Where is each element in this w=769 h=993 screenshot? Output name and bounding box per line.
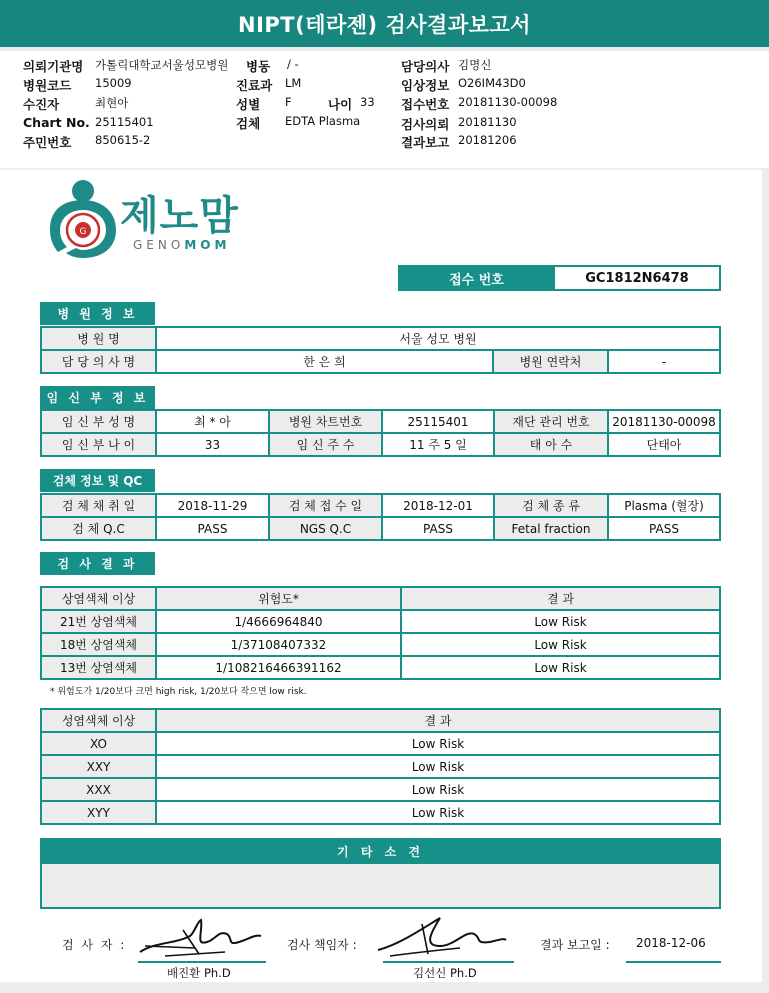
fetal-fraction-label: Fetal fraction <box>494 517 608 540</box>
header-value-report-date <box>458 133 517 147</box>
specimen-qc-table <box>40 493 721 541</box>
report-title: NIPT(테라젠) 검사결과보고서 <box>238 12 531 37</box>
chart-number-label: 병원 차트번호 <box>269 410 382 433</box>
header-field-clinical <box>401 76 449 94</box>
field-label: 의뢰기관명 <box>23 59 84 74</box>
section-specimen-qc: 검체 정보 및 QC <box>40 469 155 492</box>
autosome-risk: 1/108216466391162 <box>156 656 401 679</box>
fetus-count-value: 단태아 <box>608 433 720 456</box>
receipt-value: GC1812N6478 <box>554 266 720 290</box>
sex-chromosome-name: XXY <box>41 755 156 778</box>
chief-name: 김선신 Ph.D <box>413 966 477 980</box>
autosome-result: Low Risk <box>401 610 720 633</box>
ngs-qc-value: PASS <box>382 517 494 540</box>
field-value: 850615-2 <box>95 133 151 147</box>
specimen-qc-value: PASS <box>156 517 269 540</box>
fetus-count-label: 태 아 수 <box>494 433 608 456</box>
autosome-risk: 1/4666964840 <box>156 610 401 633</box>
autosome-name: 13번 상염색체 <box>41 656 156 679</box>
autosome-header: 상염색체 이상 <box>41 587 156 610</box>
sex-chromosome-name: XXX <box>41 778 156 801</box>
field-label: 진료과 <box>236 78 273 93</box>
order-info-header <box>0 51 769 168</box>
field-value: LM <box>285 76 302 90</box>
header-field-age <box>328 95 352 113</box>
gestation-weeks-value: 11 주 5 일 <box>382 433 494 456</box>
header-value-age <box>360 95 375 109</box>
patient-age-label: 임 신 부 나 이 <box>41 433 156 456</box>
doctor-name-label: 담 당 의 사 명 <box>41 350 156 373</box>
section-test-results: 검 사 결 과 <box>40 552 155 575</box>
fetal-fraction-value: PASS <box>608 517 720 540</box>
field-label: 결과보고 <box>401 135 450 150</box>
sex-result-header: 결 과 <box>156 709 720 732</box>
field-label: 접수번호 <box>401 97 450 112</box>
field-label: 임상정보 <box>401 78 450 93</box>
autosome-risk: 1/37108407332 <box>156 633 401 656</box>
result-header: 결 과 <box>401 587 720 610</box>
section-patient-info: 임 신 부 정 보 <box>40 386 155 409</box>
table-row <box>41 633 720 656</box>
hospital-contact-value: - <box>608 350 720 373</box>
logo-subtitle <box>133 238 230 252</box>
field-value: 33 <box>360 95 375 109</box>
header-value-clinical <box>458 76 526 90</box>
tester-label: 검 사 자 : <box>62 938 127 952</box>
header-field-resident-id <box>23 133 71 151</box>
logo-subtitle-bold: MOM <box>184 238 231 252</box>
sex-chromosome-header: 성염색체 이상 <box>41 709 156 732</box>
autosome-result: Low Risk <box>401 656 720 679</box>
header-field-doctor <box>401 57 449 75</box>
chief-signature-icon <box>370 910 510 962</box>
logo-wordmark: 제노맘 <box>120 193 239 239</box>
table-row <box>41 755 720 778</box>
header-value-specimen <box>285 114 360 128</box>
doctor-name-value: 한 은 희 <box>156 350 493 373</box>
sex-chromosome-name: XO <box>41 732 156 755</box>
header-field-sex <box>236 95 260 113</box>
sex-chromosome-result: Low Risk <box>156 778 720 801</box>
field-value: F <box>285 95 292 109</box>
field-value: 김명신 <box>458 58 492 72</box>
tester-name: 배진환 Ph.D <box>167 966 231 980</box>
table-row <box>41 732 720 755</box>
section-hospital-info: 병 원 정 보 <box>40 302 155 325</box>
sex-chromosome-result: Low Risk <box>156 801 720 824</box>
collection-date-label: 검 체 채 취 일 <box>41 494 156 517</box>
page-edge <box>762 170 769 993</box>
table-row <box>41 801 720 824</box>
header-field-department <box>236 76 272 94</box>
field-value: / - <box>287 57 299 71</box>
field-value: 가톨릭대학교서울성모병원 <box>95 58 229 72</box>
report-date-line <box>626 961 721 963</box>
header-field-specimen <box>236 114 260 132</box>
field-label: 성별 <box>236 97 261 112</box>
table-row <box>41 778 720 801</box>
header-field-report-date <box>401 133 449 151</box>
header-value-patient <box>95 95 128 111</box>
header-value-doctor <box>458 57 491 73</box>
header-field-hospital-code <box>23 76 71 94</box>
field-label: 나이 <box>328 97 353 112</box>
gestation-weeks-label: 임 신 주 수 <box>269 433 382 456</box>
logo-seal-letter: G <box>79 227 87 237</box>
receipt-date-value: 2018-12-01 <box>382 494 494 517</box>
header-field-request-date <box>401 115 449 133</box>
management-number-value: 20181130-00098 <box>608 410 720 433</box>
tester-signature-icon <box>135 912 265 962</box>
field-value: O26IM43D0 <box>458 76 526 90</box>
hospital-info-table <box>40 326 721 374</box>
specimen-type-label: 검 체 종 류 <box>494 494 608 517</box>
field-label: 병원코드 <box>23 78 72 93</box>
remarks-box <box>40 864 721 909</box>
header-value-resident-id <box>95 133 150 147</box>
specimen-qc-label: 검 체 Q.C <box>41 517 156 540</box>
field-label: 병동 <box>246 59 271 74</box>
report-date-value: 2018-12-06 <box>636 936 706 950</box>
table-row <box>41 610 720 633</box>
field-value: 20181130 <box>458 115 517 129</box>
header-value-hospital-code <box>95 76 132 90</box>
sex-chromosome-result: Low Risk <box>156 755 720 778</box>
autosome-result: Low Risk <box>401 633 720 656</box>
header-value-sex <box>285 95 292 109</box>
chief-label: 검사 책임자 : <box>287 938 357 952</box>
field-label: 검사의뢰 <box>401 117 450 132</box>
header-field-accession <box>401 95 449 113</box>
receipt-date-label: 검 체 접 수 일 <box>269 494 382 517</box>
hospital-contact-label: 병원 연락처 <box>493 350 608 373</box>
tester-signature-line <box>138 961 266 963</box>
header-field-patient <box>23 95 59 113</box>
field-value: 최현아 <box>95 96 129 110</box>
patient-name-label: 임 신 부 성 명 <box>41 410 156 433</box>
autosome-name: 21번 상염색체 <box>41 610 156 633</box>
chart-number-value: 25115401 <box>382 410 494 433</box>
remarks-header: 기 타 소 견 <box>40 838 721 864</box>
receipt-label: 접수 번호 <box>399 266 554 290</box>
sex-chromosome-name: XYY <box>41 801 156 824</box>
field-value: 20181206 <box>458 133 517 147</box>
header-field-institution <box>23 57 83 75</box>
management-number-label: 재단 관리 번호 <box>494 410 608 433</box>
risk-header: 위험도* <box>156 587 401 610</box>
field-label: Chart No. <box>23 115 90 130</box>
patient-info-table <box>40 409 721 457</box>
table-row <box>41 656 720 679</box>
header-value-department <box>285 76 301 90</box>
field-value: 25115401 <box>95 115 154 129</box>
header-field-chart <box>23 115 90 130</box>
header-value-request-date <box>458 115 517 129</box>
field-label: 담당의사 <box>401 59 450 74</box>
patient-age-value: 33 <box>156 433 269 456</box>
specimen-type-value: Plasma (혈장) <box>608 494 720 517</box>
header-field-ward <box>246 57 270 75</box>
sex-chromosome-result: Low Risk <box>156 732 720 755</box>
receipt-number-table <box>398 265 721 291</box>
header-value-accession <box>458 95 557 109</box>
report-title-bar <box>0 0 769 47</box>
sex-chromosome-results-table <box>40 708 721 825</box>
header-value-institution <box>95 57 228 73</box>
page-bottom-strip <box>0 982 769 993</box>
risk-footnote: * 위험도가 1/20보다 크면 high risk, 1/20보다 작으면 low risk. <box>50 687 307 697</box>
autosome-name: 18번 상염색체 <box>41 633 156 656</box>
report-date-label: 결과 보고일 : <box>540 938 610 952</box>
field-label: 검체 <box>236 116 261 131</box>
header-value-ward <box>287 57 299 71</box>
logo-subtitle-prefix: GENO <box>133 238 185 252</box>
header-value-chart <box>95 115 154 129</box>
autosome-results-table <box>40 586 721 680</box>
field-value: 20181130-00098 <box>458 95 558 109</box>
collection-date-value: 2018-11-29 <box>156 494 269 517</box>
field-label: 주민번호 <box>23 135 72 150</box>
hospital-name-label: 병 원 명 <box>41 327 156 350</box>
field-label: 수진자 <box>23 97 60 112</box>
field-value: EDTA Plasma <box>285 114 361 128</box>
field-value: 15009 <box>95 76 132 90</box>
patient-name-value: 최 * 아 <box>156 410 269 433</box>
hospital-name-value: 서울 성모 병원 <box>156 327 720 350</box>
chief-signature-line <box>383 961 514 963</box>
ngs-qc-label: NGS Q.C <box>269 517 382 540</box>
